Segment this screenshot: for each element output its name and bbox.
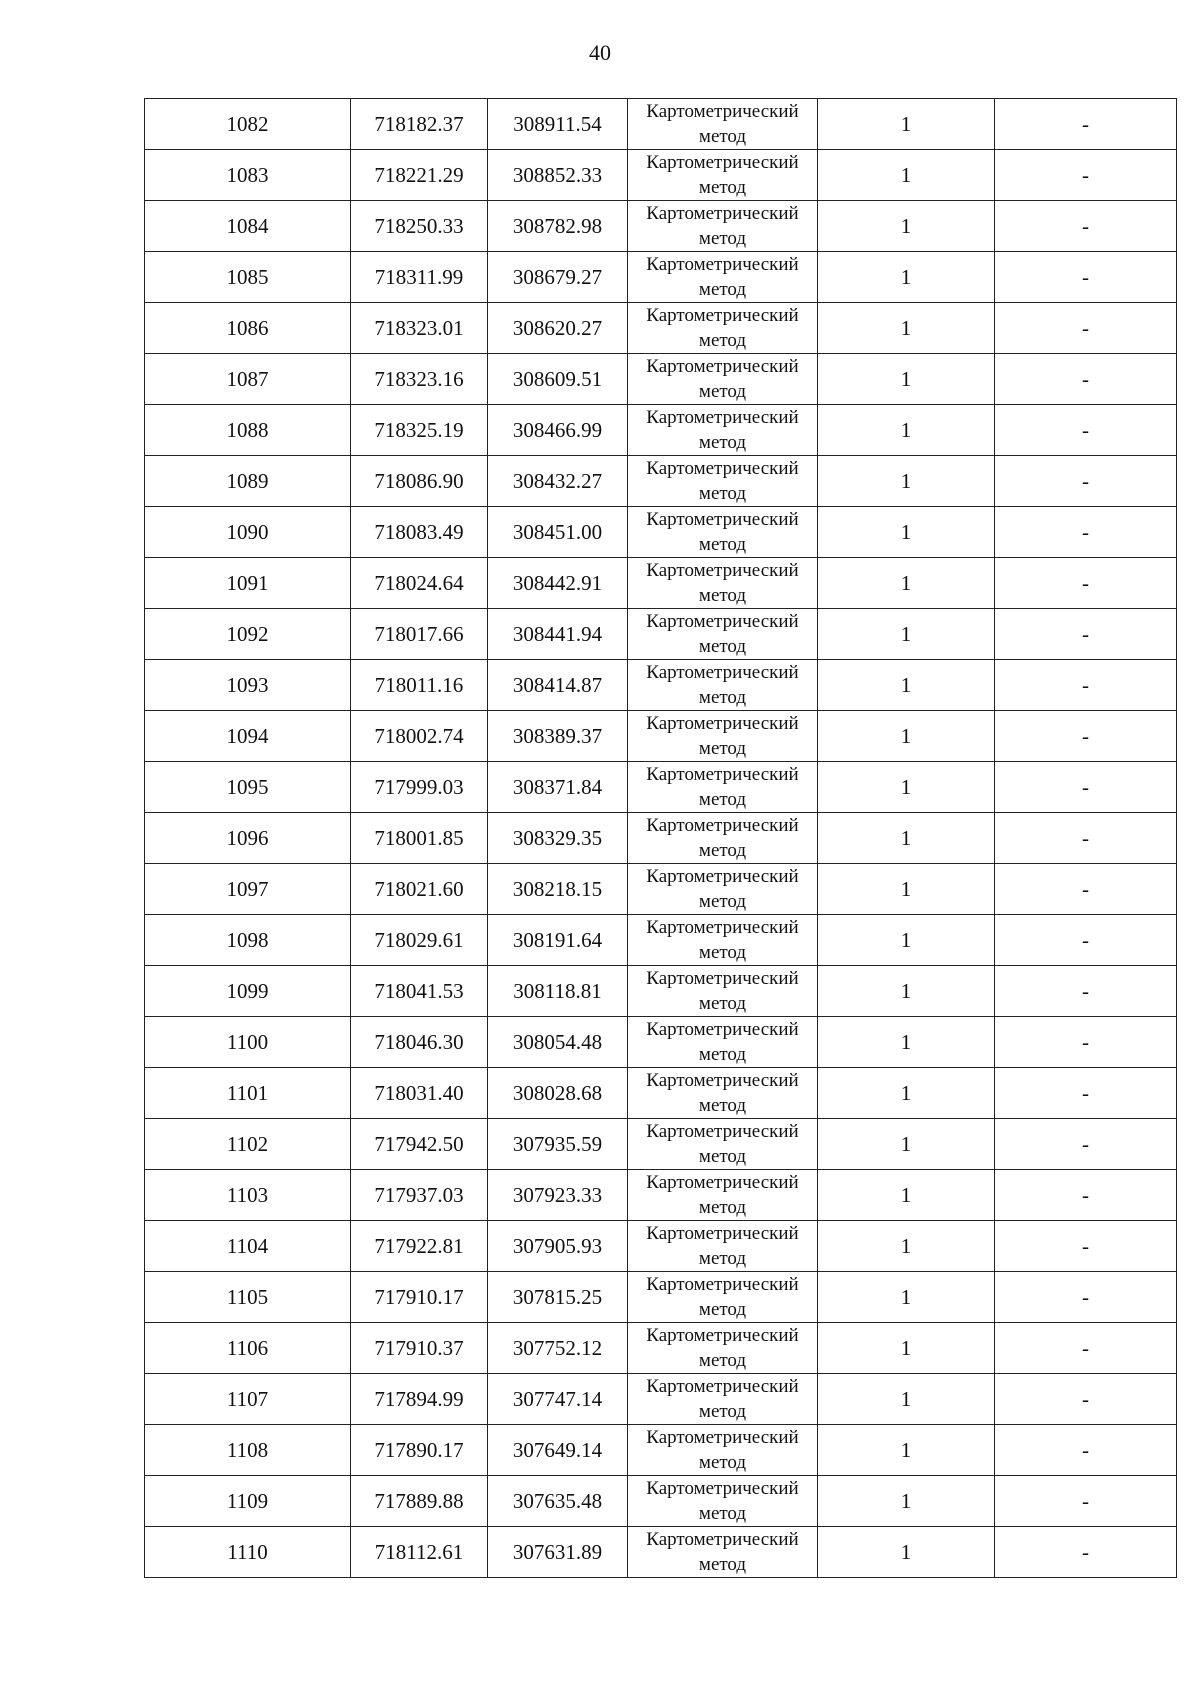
- point-number-cell: 1106: [145, 1323, 351, 1374]
- y-coordinate-cell: 307631.89: [488, 1527, 628, 1578]
- table-row: [145, 1425, 1177, 1476]
- point-number-cell: 1104: [145, 1221, 351, 1272]
- table-row: [145, 150, 1177, 201]
- point-number-cell: 1084: [145, 201, 351, 252]
- accuracy-cell: 1: [818, 150, 995, 201]
- method-text: Картометрический: [646, 203, 799, 224]
- x-coordinate-cell: 717937.03: [351, 1170, 488, 1221]
- accuracy-cell: 1: [818, 456, 995, 507]
- table-row: [145, 1170, 1177, 1221]
- method-text: Картометрический: [646, 1274, 799, 1295]
- table-row: [145, 660, 1177, 711]
- accuracy-cell: 1: [818, 1527, 995, 1578]
- description-cell: -: [995, 1527, 1177, 1578]
- method-text: метод: [698, 1044, 747, 1065]
- x-coordinate-cell: 717910.17: [351, 1272, 488, 1323]
- method-cell: [628, 609, 818, 660]
- description-cell: -: [995, 609, 1177, 660]
- x-coordinate-cell: 718182.37: [351, 99, 488, 150]
- description-cell: -: [995, 1323, 1177, 1374]
- accuracy-cell: 1: [818, 813, 995, 864]
- description-cell: -: [995, 507, 1177, 558]
- x-coordinate-cell: 718112.61: [351, 1527, 488, 1578]
- coordinates-table: [144, 98, 1177, 1578]
- accuracy-cell: 1: [818, 1119, 995, 1170]
- table-row: [145, 762, 1177, 813]
- method-text: Картометрический: [646, 101, 799, 122]
- method-text: метод: [698, 840, 747, 861]
- method-cell: [628, 1425, 818, 1476]
- method-text: Картометрический: [646, 458, 799, 479]
- point-number-cell: 1082: [145, 99, 351, 150]
- x-coordinate-cell: 718021.60: [351, 864, 488, 915]
- method-text: Картометрический: [646, 356, 799, 377]
- accuracy-cell: 1: [818, 711, 995, 762]
- point-number-cell: 1090: [145, 507, 351, 558]
- method-text: Картометрический: [646, 713, 799, 734]
- method-cell: [628, 660, 818, 711]
- table-row: [145, 558, 1177, 609]
- point-number-cell: 1095: [145, 762, 351, 813]
- method-text: Картометрический: [646, 1019, 799, 1040]
- y-coordinate-cell: 307815.25: [488, 1272, 628, 1323]
- method-text: Картометрический: [646, 152, 799, 173]
- method-cell: [628, 405, 818, 456]
- method-text: метод: [698, 636, 747, 657]
- method-cell: [628, 1017, 818, 1068]
- description-cell: -: [995, 558, 1177, 609]
- method-text: метод: [698, 177, 747, 198]
- accuracy-cell: 1: [818, 405, 995, 456]
- method-text: Картометрический: [646, 764, 799, 785]
- description-cell: -: [995, 1221, 1177, 1272]
- x-coordinate-cell: 718001.85: [351, 813, 488, 864]
- point-number-cell: 1091: [145, 558, 351, 609]
- description-cell: -: [995, 1119, 1177, 1170]
- method-text: Картометрический: [646, 1529, 799, 1550]
- method-text: метод: [698, 534, 747, 555]
- table-row: [145, 711, 1177, 762]
- point-number-cell: 1089: [145, 456, 351, 507]
- table-row: [145, 405, 1177, 456]
- x-coordinate-cell: 718311.99: [351, 252, 488, 303]
- point-number-cell: 1094: [145, 711, 351, 762]
- accuracy-cell: 1: [818, 915, 995, 966]
- accuracy-cell: 1: [818, 660, 995, 711]
- x-coordinate-cell: 718325.19: [351, 405, 488, 456]
- point-number-cell: 1110: [145, 1527, 351, 1578]
- description-cell: -: [995, 456, 1177, 507]
- method-text: метод: [698, 738, 747, 759]
- method-text: метод: [698, 1503, 747, 1524]
- point-number-cell: 1092: [145, 609, 351, 660]
- accuracy-cell: 1: [818, 864, 995, 915]
- point-number-cell: 1097: [145, 864, 351, 915]
- table-row: [145, 813, 1177, 864]
- x-coordinate-cell: 717889.88: [351, 1476, 488, 1527]
- point-number-cell: 1096: [145, 813, 351, 864]
- x-coordinate-cell: 718323.16: [351, 354, 488, 405]
- method-text: метод: [698, 381, 747, 402]
- method-text: метод: [698, 126, 747, 147]
- y-coordinate-cell: 308054.48: [488, 1017, 628, 1068]
- method-cell: [628, 1323, 818, 1374]
- accuracy-cell: 1: [818, 252, 995, 303]
- method-cell: [628, 558, 818, 609]
- method-text: метод: [698, 1248, 747, 1269]
- x-coordinate-cell: 718011.16: [351, 660, 488, 711]
- x-coordinate-cell: 718221.29: [351, 150, 488, 201]
- description-cell: -: [995, 711, 1177, 762]
- accuracy-cell: 1: [818, 99, 995, 150]
- y-coordinate-cell: 308679.27: [488, 252, 628, 303]
- point-number-cell: 1085: [145, 252, 351, 303]
- table-row: [145, 609, 1177, 660]
- description-cell: -: [995, 303, 1177, 354]
- method-text: метод: [698, 891, 747, 912]
- description-cell: -: [995, 1374, 1177, 1425]
- x-coordinate-cell: 718323.01: [351, 303, 488, 354]
- accuracy-cell: 1: [818, 1272, 995, 1323]
- accuracy-cell: 1: [818, 507, 995, 558]
- x-coordinate-cell: 717890.17: [351, 1425, 488, 1476]
- x-coordinate-cell: 718083.49: [351, 507, 488, 558]
- method-text: метод: [698, 687, 747, 708]
- y-coordinate-cell: 308911.54: [488, 99, 628, 150]
- coordinates-table-body: [145, 99, 1177, 1578]
- accuracy-cell: 1: [818, 762, 995, 813]
- description-cell: -: [995, 99, 1177, 150]
- method-text: метод: [698, 1197, 747, 1218]
- method-text: метод: [698, 483, 747, 504]
- accuracy-cell: 1: [818, 1425, 995, 1476]
- table-row: [145, 99, 1177, 150]
- point-number-cell: 1093: [145, 660, 351, 711]
- description-cell: -: [995, 201, 1177, 252]
- y-coordinate-cell: 308782.98: [488, 201, 628, 252]
- method-text: метод: [698, 942, 747, 963]
- point-number-cell: 1109: [145, 1476, 351, 1527]
- method-text: Картометрический: [646, 611, 799, 632]
- point-number-cell: 1083: [145, 150, 351, 201]
- description-cell: -: [995, 864, 1177, 915]
- description-cell: -: [995, 1170, 1177, 1221]
- method-cell: [628, 354, 818, 405]
- accuracy-cell: 1: [818, 303, 995, 354]
- method-text: метод: [698, 432, 747, 453]
- point-number-cell: 1101: [145, 1068, 351, 1119]
- description-cell: -: [995, 354, 1177, 405]
- method-text: метод: [698, 1299, 747, 1320]
- accuracy-cell: 1: [818, 1221, 995, 1272]
- accuracy-cell: 1: [818, 1374, 995, 1425]
- table-row: [145, 1068, 1177, 1119]
- x-coordinate-cell: 718041.53: [351, 966, 488, 1017]
- method-text: Картометрический: [646, 662, 799, 683]
- x-coordinate-cell: 718086.90: [351, 456, 488, 507]
- accuracy-cell: 1: [818, 966, 995, 1017]
- y-coordinate-cell: 308389.37: [488, 711, 628, 762]
- method-cell: [628, 507, 818, 558]
- method-text: Картометрический: [646, 1427, 799, 1448]
- method-cell: [628, 201, 818, 252]
- description-cell: -: [995, 660, 1177, 711]
- table-row: [145, 303, 1177, 354]
- y-coordinate-cell: 308609.51: [488, 354, 628, 405]
- method-text: метод: [698, 1146, 747, 1167]
- point-number-cell: 1086: [145, 303, 351, 354]
- description-cell: -: [995, 150, 1177, 201]
- point-number-cell: 1108: [145, 1425, 351, 1476]
- y-coordinate-cell: 307649.14: [488, 1425, 628, 1476]
- method-cell: [628, 711, 818, 762]
- y-coordinate-cell: 308218.15: [488, 864, 628, 915]
- y-coordinate-cell: 307752.12: [488, 1323, 628, 1374]
- method-text: Картометрический: [646, 509, 799, 530]
- point-number-cell: 1087: [145, 354, 351, 405]
- method-text: Картометрический: [646, 407, 799, 428]
- table-row: [145, 1017, 1177, 1068]
- method-text: метод: [698, 1452, 747, 1473]
- y-coordinate-cell: 307747.14: [488, 1374, 628, 1425]
- table-row: [145, 1323, 1177, 1374]
- method-text: Картометрический: [646, 305, 799, 326]
- description-cell: -: [995, 1476, 1177, 1527]
- x-coordinate-cell: 718029.61: [351, 915, 488, 966]
- method-text: Картометрический: [646, 815, 799, 836]
- method-text: метод: [698, 279, 747, 300]
- method-text: Картометрический: [646, 1172, 799, 1193]
- accuracy-cell: 1: [818, 201, 995, 252]
- method-text: метод: [698, 585, 747, 606]
- method-text: Картометрический: [646, 1121, 799, 1142]
- point-number-cell: 1105: [145, 1272, 351, 1323]
- method-cell: [628, 456, 818, 507]
- y-coordinate-cell: 308371.84: [488, 762, 628, 813]
- x-coordinate-cell: 717942.50: [351, 1119, 488, 1170]
- method-cell: [628, 915, 818, 966]
- y-coordinate-cell: 308432.27: [488, 456, 628, 507]
- method-text: Картометрический: [646, 560, 799, 581]
- method-cell: [628, 303, 818, 354]
- description-cell: -: [995, 1068, 1177, 1119]
- table-row: [145, 354, 1177, 405]
- method-text: Картометрический: [646, 1223, 799, 1244]
- table-row: [145, 1374, 1177, 1425]
- method-text: метод: [698, 1401, 747, 1422]
- point-number-cell: 1103: [145, 1170, 351, 1221]
- point-number-cell: 1098: [145, 915, 351, 966]
- table-row: [145, 507, 1177, 558]
- y-coordinate-cell: 308441.94: [488, 609, 628, 660]
- method-cell: [628, 1119, 818, 1170]
- point-number-cell: 1088: [145, 405, 351, 456]
- page-number: 40: [589, 40, 611, 65]
- method-text: Картометрический: [646, 968, 799, 989]
- table-row: [145, 864, 1177, 915]
- x-coordinate-cell: 718017.66: [351, 609, 488, 660]
- x-coordinate-cell: 718046.30: [351, 1017, 488, 1068]
- accuracy-cell: 1: [818, 1170, 995, 1221]
- accuracy-cell: 1: [818, 558, 995, 609]
- method-cell: [628, 1527, 818, 1578]
- method-text: метод: [698, 789, 747, 810]
- method-text: метод: [698, 1554, 747, 1575]
- method-text: метод: [698, 1350, 747, 1371]
- x-coordinate-cell: 718250.33: [351, 201, 488, 252]
- table-row: [145, 966, 1177, 1017]
- accuracy-cell: 1: [818, 1476, 995, 1527]
- x-coordinate-cell: 717894.99: [351, 1374, 488, 1425]
- point-number-cell: 1100: [145, 1017, 351, 1068]
- description-cell: -: [995, 966, 1177, 1017]
- y-coordinate-cell: 308118.81: [488, 966, 628, 1017]
- method-cell: [628, 99, 818, 150]
- description-cell: -: [995, 813, 1177, 864]
- description-cell: -: [995, 915, 1177, 966]
- accuracy-cell: 1: [818, 609, 995, 660]
- method-text: Картометрический: [646, 1325, 799, 1346]
- y-coordinate-cell: 308442.91: [488, 558, 628, 609]
- y-coordinate-cell: 308620.27: [488, 303, 628, 354]
- accuracy-cell: 1: [818, 1323, 995, 1374]
- table-row: [145, 1221, 1177, 1272]
- method-cell: [628, 1170, 818, 1221]
- x-coordinate-cell: 717999.03: [351, 762, 488, 813]
- y-coordinate-cell: 307905.93: [488, 1221, 628, 1272]
- method-text: Картометрический: [646, 917, 799, 938]
- y-coordinate-cell: 307635.48: [488, 1476, 628, 1527]
- x-coordinate-cell: 718024.64: [351, 558, 488, 609]
- accuracy-cell: 1: [818, 1017, 995, 1068]
- y-coordinate-cell: 307923.33: [488, 1170, 628, 1221]
- point-number-cell: 1107: [145, 1374, 351, 1425]
- y-coordinate-cell: 308329.35: [488, 813, 628, 864]
- point-number-cell: 1102: [145, 1119, 351, 1170]
- y-coordinate-cell: 308852.33: [488, 150, 628, 201]
- accuracy-cell: 1: [818, 1068, 995, 1119]
- y-coordinate-cell: 308191.64: [488, 915, 628, 966]
- method-cell: [628, 1476, 818, 1527]
- method-cell: [628, 813, 818, 864]
- description-cell: -: [995, 1425, 1177, 1476]
- method-cell: [628, 252, 818, 303]
- method-text: метод: [698, 993, 747, 1014]
- method-text: Картометрический: [646, 1376, 799, 1397]
- method-cell: [628, 1221, 818, 1272]
- method-cell: [628, 150, 818, 201]
- method-text: Картометрический: [646, 1478, 799, 1499]
- x-coordinate-cell: 717922.81: [351, 1221, 488, 1272]
- x-coordinate-cell: 717910.37: [351, 1323, 488, 1374]
- table-row: [145, 252, 1177, 303]
- method-text: Картометрический: [646, 254, 799, 275]
- y-coordinate-cell: 308414.87: [488, 660, 628, 711]
- method-cell: [628, 864, 818, 915]
- method-text: Картометрический: [646, 866, 799, 887]
- x-coordinate-cell: 718031.40: [351, 1068, 488, 1119]
- table-row: [145, 915, 1177, 966]
- description-cell: -: [995, 1272, 1177, 1323]
- description-cell: -: [995, 1017, 1177, 1068]
- method-cell: [628, 1272, 818, 1323]
- method-cell: [628, 762, 818, 813]
- description-cell: -: [995, 405, 1177, 456]
- description-cell: -: [995, 252, 1177, 303]
- table-row: [145, 1476, 1177, 1527]
- point-number-cell: 1099: [145, 966, 351, 1017]
- description-cell: -: [995, 762, 1177, 813]
- table-row: [145, 456, 1177, 507]
- y-coordinate-cell: 308466.99: [488, 405, 628, 456]
- method-cell: [628, 966, 818, 1017]
- y-coordinate-cell: 307935.59: [488, 1119, 628, 1170]
- method-text: метод: [698, 1095, 747, 1116]
- table-row: [145, 1527, 1177, 1578]
- method-cell: [628, 1374, 818, 1425]
- x-coordinate-cell: 718002.74: [351, 711, 488, 762]
- method-text: метод: [698, 330, 747, 351]
- y-coordinate-cell: 308028.68: [488, 1068, 628, 1119]
- table-row: [145, 201, 1177, 252]
- method-text: метод: [698, 228, 747, 249]
- accuracy-cell: 1: [818, 354, 995, 405]
- y-coordinate-cell: 308451.00: [488, 507, 628, 558]
- table-row: [145, 1119, 1177, 1170]
- table-row: [145, 1272, 1177, 1323]
- method-text: Картометрический: [646, 1070, 799, 1091]
- method-cell: [628, 1068, 818, 1119]
